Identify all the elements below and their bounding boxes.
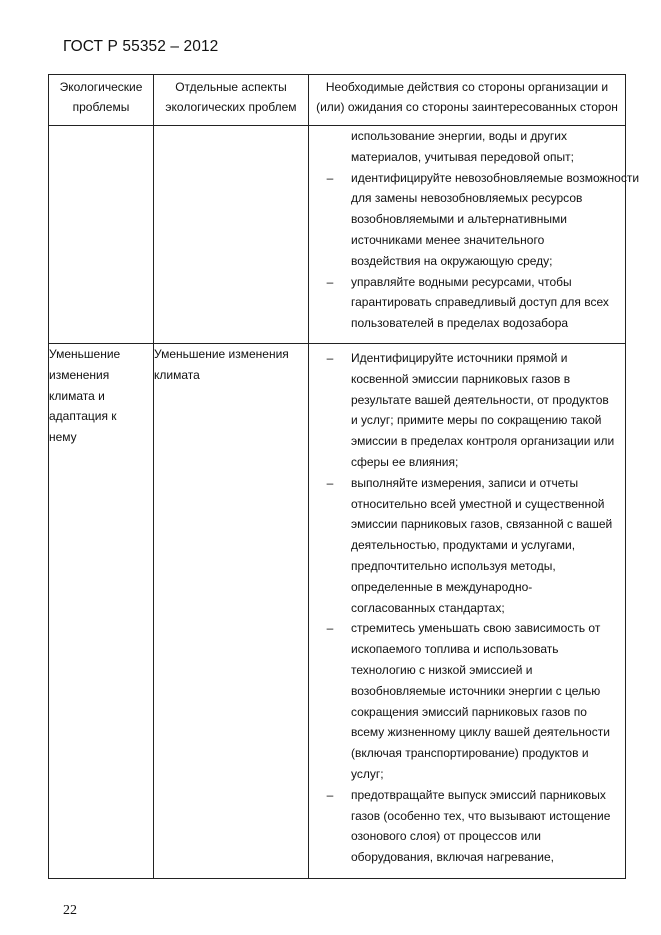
text-line: идентифицируйте невозобновляемые возможности [351,170,640,185]
actions-cell [309,126,640,344]
action-text [351,126,625,168]
action-item [309,785,625,868]
text-line: результате вашей деятельности, от продуктов [351,392,609,407]
text-line: услуг; [351,766,384,781]
text-line: климата и [49,388,105,403]
document-code: ГОСТ Р 55352 – 2012 [63,38,219,55]
page-number: 22 [63,903,77,918]
list-dash: – [326,170,334,185]
text-line: относительно всей уместной и существенной [351,496,605,511]
list-dash: – [326,475,334,490]
table-row [49,126,626,344]
text-line: управляйте водными ресурсами, чтобы [351,274,572,289]
action-item [309,618,625,784]
action-item [309,272,625,334]
list-dash: – [326,787,334,802]
list-dash: – [326,351,334,365]
header-issue-aspects [154,75,309,126]
text-line: Уменьшение [49,347,121,361]
text-line: использование энергии, воды и других [351,129,567,143]
header-environmental-issues [49,75,154,126]
text-line: для замены невозобновляемых ресурсов [351,191,583,206]
action-text [351,618,625,784]
header-line: проблемы [72,100,130,114]
action-text [351,785,625,868]
text-line: косвенной эмиссии парниковых газов в [351,371,571,386]
text-line: сферы ее влияния; [351,454,459,469]
text-line: озонового слоя) от процессов или [351,829,541,844]
text-line: эмиссии в пределах контроля организации или [351,434,615,449]
text-line: Идентифицируйте источники прямой и [351,351,568,365]
action-item [309,348,625,473]
aspect-cell [154,126,309,344]
text-line: всему жизненному циклу вашей деятельности [351,725,610,740]
text-line: пользователей в пределах водозабора [351,316,569,331]
text-line: Уменьшение изменения [154,347,289,361]
text-line: воздействия на окружающую среду; [351,253,553,268]
text-line: выполняйте измерения, записи и отчеты [351,475,579,490]
action-text [351,168,639,272]
text-line: (включая транспортирование) продуктов и [351,746,589,761]
text-line: согласованных стандартах; [351,600,505,615]
actions-cell [309,344,626,879]
table-row [49,344,626,879]
table-header-row [49,75,626,126]
text-line: источниками менее значительного [351,232,545,247]
text-line: технологию с низкой эмиссией и [351,662,533,677]
action-text [351,348,625,473]
text-line: стремитесь уменьшать свою зависимость от [351,621,601,636]
text-line: возобновляемыми и альтернативными [351,212,567,227]
header-line: (или) ожидания со стороны заинтересованных сторон [316,100,618,114]
list-dash: – [326,621,334,636]
text-line: нему [49,430,77,445]
action-item [309,168,640,272]
action-item [309,126,625,168]
text-line: адаптация к [49,409,117,424]
issue-cell [49,126,154,344]
text-line: оборудования, включая нагревание, [351,850,554,865]
issue-cell [49,344,154,879]
text-line: и услуг; примите меры по сокращению такой [351,413,602,428]
aspect-cell [154,344,309,879]
text-line: климата [154,367,200,382]
text-line: возобновляемые источники энергии с целью [351,683,601,698]
text-line: определенные в международно- [351,579,533,594]
list-dash [309,126,351,168]
action-text [351,272,625,334]
header-line: экологических проблем [165,100,297,114]
text-line: изменения [49,367,110,382]
text-line: эмиссии парниковых газов, связанной с вашей [351,517,613,532]
action-text [351,473,625,619]
text-line: материалов, учитывая передовой опыт; [351,149,574,164]
text-line: газов (особенно тех, что вызывают истощение [351,808,611,823]
action-item [309,473,625,619]
header-line: Экологические [59,80,143,94]
header-required-actions [309,75,626,126]
text-line: деятельностью, продуктами и услугами, [351,538,576,553]
text-line: гарантировать справедливый доступ для всех [351,295,609,310]
text-line: ископаемого топлива и использовать [351,642,559,657]
header-line: Отдельные аспекты [175,80,287,94]
environmental-issues-table [48,74,640,879]
list-dash: – [326,274,334,289]
text-line: предотвращайте выпуск эмиссий парниковых [351,787,606,802]
header-line: Необходимые действия со стороны организации и [325,80,609,94]
text-line: предпочтительно используя методы, [351,558,556,573]
text-line: сокращения эмиссий парниковых газов по [351,704,587,719]
